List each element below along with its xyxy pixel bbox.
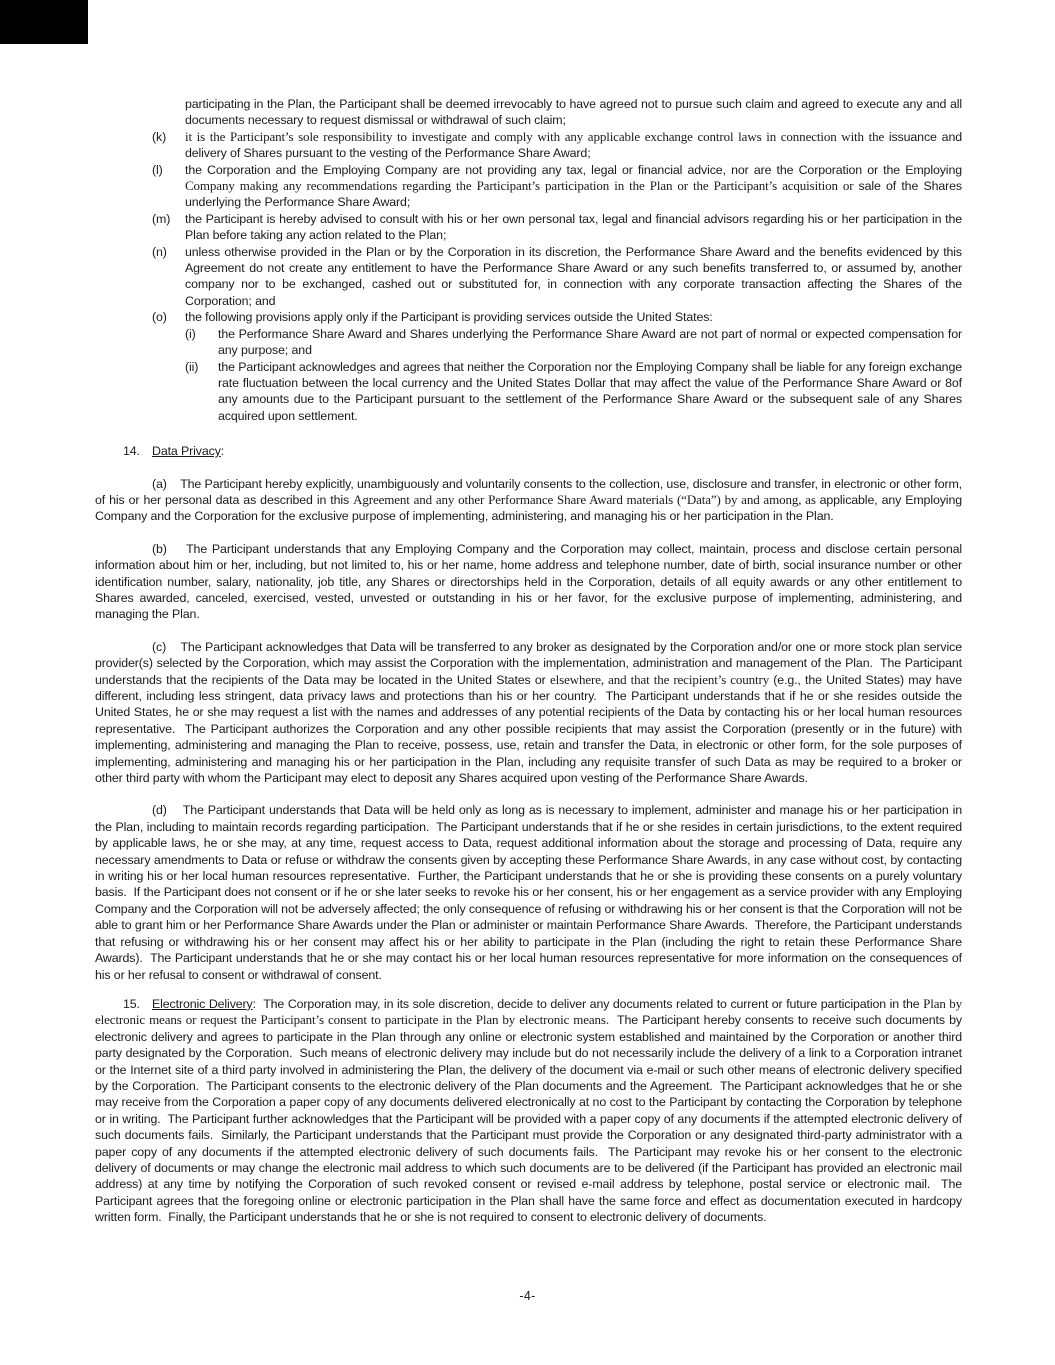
section-heading: [95, 443, 962, 459]
text-run: The Participant acknowledges that Data will be transferred to any broker as designated by the Corporation and/or one or more stock plan service provider(s) selected by the Corporation, which may assist the Corporation with the implementation, administration and management of the Plan. The Participant understands that the recipients of the Data may be located in the United States or: [95, 639, 962, 687]
page-number: -4-: [519, 1289, 536, 1303]
text-run: the following provisions apply only if the Participant is providing services outside the United States:: [185, 310, 713, 325]
list-item: [95, 244, 962, 310]
list-item-label: (o): [152, 310, 167, 325]
text-run: elsewhere, and that the recipient’s country: [549, 671, 774, 687]
list-item-label: (k): [152, 129, 167, 144]
list-item: [95, 162, 962, 211]
text-run: the Corporation and the Employing Company are not providing any tax, legal or financial advice, nor are the Corporation or the Employing: [185, 162, 962, 177]
text-run: Agreement and any other Performance Share Award materials (“Data”) by and among, as: [353, 491, 820, 507]
paragraph: [95, 802, 962, 982]
section-number: 14.: [123, 444, 140, 459]
text-run: The Corporation may, in its sole discretion, decide to deliver any documents related to current or future participation in the: [263, 996, 924, 1011]
section-title-suffix: :: [220, 444, 225, 459]
section-title-suffix: :: [252, 996, 264, 1011]
text-run: participating in the Plan, the Participant shall be deemed irrevocably to have agreed not to pursue such claim and agreed to execute any and all documents necessary to request dismissal or withdrawal of such claim;: [185, 97, 962, 128]
list-item: [95, 129, 962, 162]
text-run: The Participant hereby consents to receive such documents by electronic delivery and agrees to participate in the Plan through any online or electronic system established and maintained by the Corporation or another third party designated by the Corporation. Such means of electronic delivery may include but do not necessarily include the delivery of a link to a Corporation intranet or the Internet site of a third party involved in administering the Plan, the delivery of the document via e-mail or such other means of electronic delivery specified by the Corporation. The Participant consents to the electronic delivery of the Plan documents and the Agreement. The Participant acknowledges that he or she may receive from the Corporation a paper copy of any documents delivered electronically at no cost to the Participant by contacting the Corporation by telephone or in writing. The Participant further acknowledges that the Participant will be provided with a paper copy of any documents if the attempted electronic delivery of such documents fails. Similarly, the Participant understands that the Participant must provide the Corporation or any designated third-party administrator with a paper copy of any documents if the attempted electronic delivery of such documents fails. The Participant may revoke his or her consent to the electronic delivery of documents or may change the electronic mail address to which such documents are to be delivered (if the Participant has provided an electronic mail address) at any time by notifying the Corporation of such revoked consent or revised e-mail address by telephone, postal service or electronic mail. The Participant agrees that the foregoing online or electronic participation in the Plan shall have the same force and effect as documentation executed in hardcopy written form. Finally, the Participant understands that he or she is not required to consent to electronic delivery of documents.: [95, 1013, 963, 1225]
paragraph-label: (b): [152, 541, 187, 556]
paragraph-label: (c): [152, 639, 181, 654]
list-item: [95, 211, 962, 244]
list-item-label: (i): [185, 326, 196, 341]
section-title: Data Privacy: [152, 444, 221, 459]
text-run: (e.g., the United States) may have different, including less stringent, data privacy laws and protections than his or her country. The Participant understands that if he or she resides outside the United States, he or she may request a list with the names and addresses of any potential recipients of the Data by contacting his or her local human resources representative. The Participant authorizes the Corporation and any other possible recipients that may assist the Corporation (presently or in the future) with implementing, administering and managing the Plan to receive, possess, use, retain and transfer the Data, in electronic or other form, for the sole purposes of implementing, administering and managing his or her participation in the Plan, including any requisite transfer of such Data as may be required to a broker or other third party with whom the Participant may elect to deposit any Shares acquired upon vesting of the Performance Share Awards.: [95, 672, 962, 786]
list-item-label: (ii): [185, 359, 199, 374]
sub-list-item: [95, 326, 962, 359]
section-title: Electronic Delivery: [152, 996, 253, 1011]
text-run: the Performance Share Award and Shares underlying the Performance Share Award are not part of normal or expected compensation for any purpose; and: [218, 326, 962, 358]
sub-list-item: [95, 359, 962, 425]
document-body: [95, 96, 962, 1226]
text-run: unless otherwise provided in the Plan or by the Corporation in its discretion, the Performance Share Award and the benefits evidenced by this Agreement do not create any entitlement to have the Performance Share Award or any such benefits transferred to, or assumed by, another company nor to be exchanged, cashed out or substituted for, in connection with any corporate transaction affecting the Shares of the Corporation; and: [185, 244, 962, 308]
paragraph: [95, 541, 962, 623]
text-run: issuance and delivery of Shares pursuant to the vesting of the Performance Share Award;: [185, 129, 962, 161]
text-run: The Participant understands that Data will be held only as long as is necessary to implement, administer and manage his or her participation in the Plan, including to maintain records regarding participation. The Participant understands that if he or she resides in certain jurisdictions, to the extent required by applicable laws, he or she may, at any time, request access to Data, request additional information about the storage and processing of Data, require any necessary amendments to Data or refuse or withdraw the consents given by accepting these Performance Share Awards, in any case without cost, by contacting in writing his or her local human resources representative. Further, the Participant understands that he or she is providing these consents on a purely voluntary basis. If the Participant does not consent or if he or she later seeks to revoke his or her consent, his or her engagement as a service provider with any Employing Company and the Corporation will not be adversely affected; the only consequence of refusing or withdrawing his or her consent is that the Corporation will not be able to grant him or her Performance Share Awards under the Plan or administer or maintain Performance Share Awards. Therefore, the Participant understands that refusing or withdrawing his or her consent may affect his or her ability to participate in the Plan (including the right to retain these Performance Share Awards). The Participant understands that he or she may contact his or her local human resources representative for more information on the consequences of his or her refusal to consent or withdrawal of consent.: [95, 803, 962, 982]
paragraph: [95, 476, 962, 525]
paragraph: [95, 639, 962, 787]
text-run: Company making any recommendations regarding the Participant’s participation in the Plan or the Participant’s acquisition or: [185, 178, 859, 194]
text-run: the Participant is hereby advised to consult with his or her own personal tax, legal and financial advisors regarding his or her participation in the Plan before taking any action related to the Plan;: [185, 211, 962, 243]
list-item: [95, 96, 962, 129]
text-run: the Participant acknowledges and agrees that neither the Corporation nor the Employing Company shall be liable for any foreign exchange rate fluctuation between the local currency and the United States Dollar that may affect the value of the Performance Share Award or 8of any amounts due to the Participant pursuant to the settlement of the Performance Share Award or the subsequent sale of any Shares acquired upon settlement.: [218, 359, 962, 423]
scan-artifact-mark: [0, 0, 88, 44]
list-item-label: (n): [152, 244, 167, 259]
paragraph-label: (d): [152, 803, 183, 818]
list-item-label: (m): [152, 211, 171, 226]
text-run: Plan by electronic means or request the Participant’s consent to participate in the Plan by electronic means.: [95, 995, 962, 1028]
section-number: 15.: [123, 996, 140, 1011]
list-item-label: (l): [152, 162, 163, 177]
section-paragraph: [95, 996, 962, 1226]
text-run: The Participant understands that any Employing Company and the Corporation may collect, maintain, process and disclose certain personal information about him or her, including, but not limited to, his or her name, home address and telephone number, date of birth, social insurance number or other identification number, salary, nationality, job title, any Shares or directorships held in the Corporation, details of all equity awards or any other entitlement to Shares awarded, canceled, exercised, vested, unvested or outstanding in his or her favor, for the exclusive purpose of implementing, administering, and managing the Plan.: [95, 541, 963, 622]
text-run: sale of the Shares underlying the Performance Share Award;: [185, 179, 962, 210]
text-run: The Participant hereby explicitly, unambiguously and voluntarily consents to the collection, use, disclosure and transfer, in electronic or other form, of his or her personal data as described in this: [95, 476, 963, 507]
text-run: applicable, any Employing Company and the Corporation for the exclusive purpose of implementing, administering, and managing his or her participation in the Plan.: [95, 492, 962, 524]
paragraph-label: (a): [152, 476, 181, 491]
list-item: [95, 309, 962, 325]
text-run: it is the Participant’s sole responsibility to investigate and comply with any applicable exchange control laws in connection with the: [185, 128, 889, 144]
